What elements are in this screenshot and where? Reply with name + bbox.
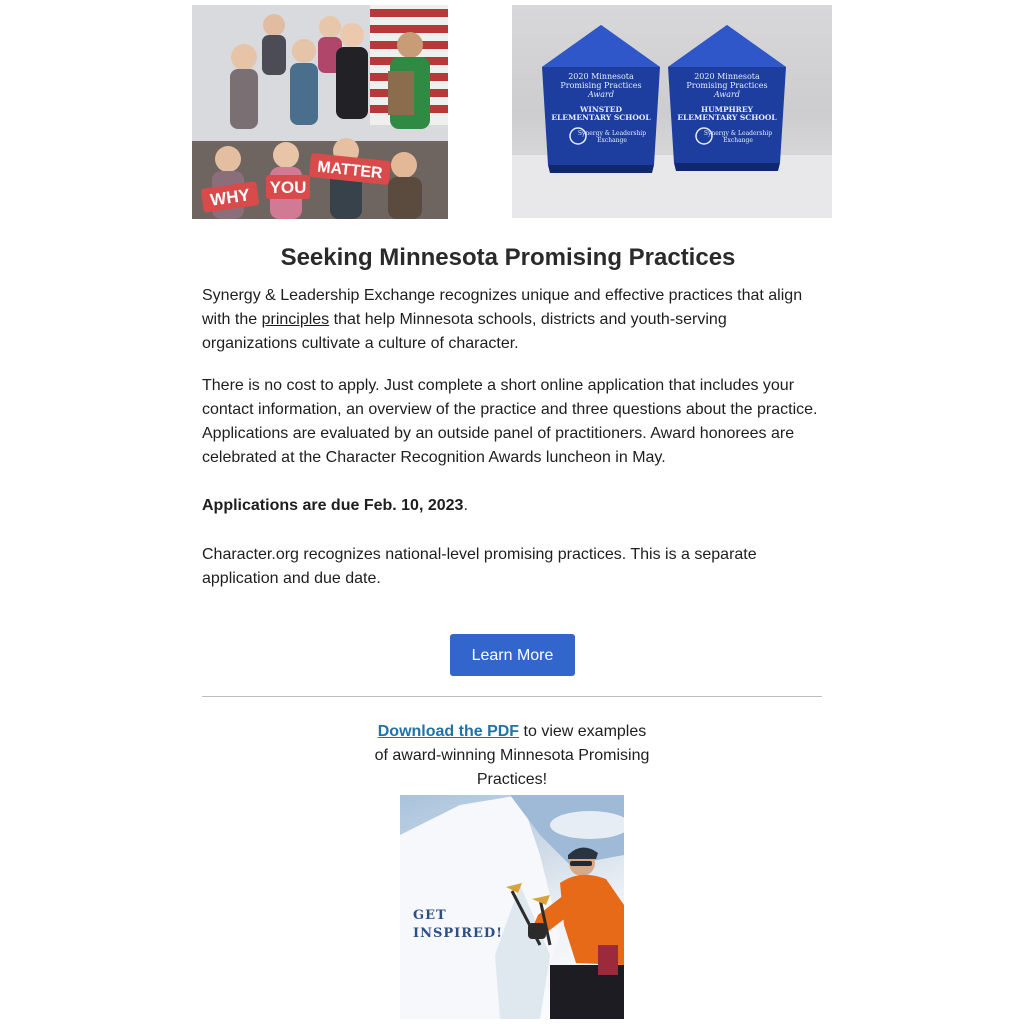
intro-text-before: Synergy & Leadership Exchange recognizes unique and effective practices that align with the: [202, 287, 803, 328]
pdf-paragraph: [372, 720, 652, 792]
trophy-right-award-line: Promising Practices: [686, 81, 768, 90]
intro-text-after: that help Minnesota schools, districts and youth-serving organizations cultivate a culture of character.: [202, 311, 727, 352]
trophy-right-org: Synergy & Leadership: [703, 130, 773, 137]
get-inspired-line2: INSPIRED!: [413, 926, 503, 941]
download-pdf-link[interactable]: Download the PDF: [377, 723, 520, 740]
trophies-photo-art: [512, 5, 832, 218]
national-practices-paragraph: Character.org recognizes national-level promising practices. This is a separate application and due date.: [202, 546, 757, 587]
application-paragraph: There is no cost to apply. Just complete a short online application that includes your contact information, an overview of the practice and three questions about the practice. Applications are evaluated by an outside panel of practitioners. Award honorees are celebrated at the Character Recognition Awards luncheon in May.: [202, 377, 818, 466]
intro-paragraph: [202, 284, 818, 356]
trophy-right-year: 2020 Minnesota: [694, 72, 760, 81]
trophy-left-school: WINSTED: [579, 105, 623, 114]
trophy-left-year: 2020 Minnesota: [568, 72, 634, 81]
learn-more-button[interactable]: Learn More: [450, 634, 575, 676]
trophy-right-award-word: Award: [714, 90, 740, 99]
get-inspired-text: [413, 907, 503, 943]
due-date-text: Applications are due Feb. 10, 2023: [202, 497, 464, 514]
trophy-left-org: Synergy & Leadership: [577, 130, 647, 137]
kids-photo-art: [192, 5, 448, 219]
trophy-left-school2: ELEMENTARY SCHOOL: [551, 113, 651, 122]
trophy-left: [542, 25, 660, 173]
sign-word-matter: MATTER: [316, 158, 384, 183]
get-inspired-image[interactable]: [400, 795, 624, 1019]
kids-photo: [192, 5, 448, 219]
sign-word-you: YOU: [269, 178, 307, 197]
sign-word-why: WHY: [209, 185, 252, 210]
get-inspired-line1: GET: [413, 908, 447, 923]
trophies-photo: [512, 5, 832, 218]
page-title: Seeking Minnesota Promising Practices: [280, 244, 736, 271]
divider: [202, 696, 822, 697]
due-date-period: .: [463, 497, 468, 514]
trophy-right-org2: Exchange: [723, 137, 753, 144]
trophy-left-award-word: Award: [588, 90, 614, 99]
trophy-right-school2: ELEMENTARY SCHOOL: [677, 113, 777, 122]
trophy-right-school: HUMPHREY: [701, 105, 753, 114]
principles-link[interactable]: principles: [261, 311, 330, 328]
trophy-left-org2: Exchange: [597, 137, 627, 144]
pdf-text-after: to view examples of award-winning Minnesota Promising Practices!: [374, 723, 650, 788]
trophy-left-award-line: Promising Practices: [560, 81, 642, 90]
due-date-paragraph: [202, 494, 818, 518]
trophy-right: [668, 25, 786, 171]
